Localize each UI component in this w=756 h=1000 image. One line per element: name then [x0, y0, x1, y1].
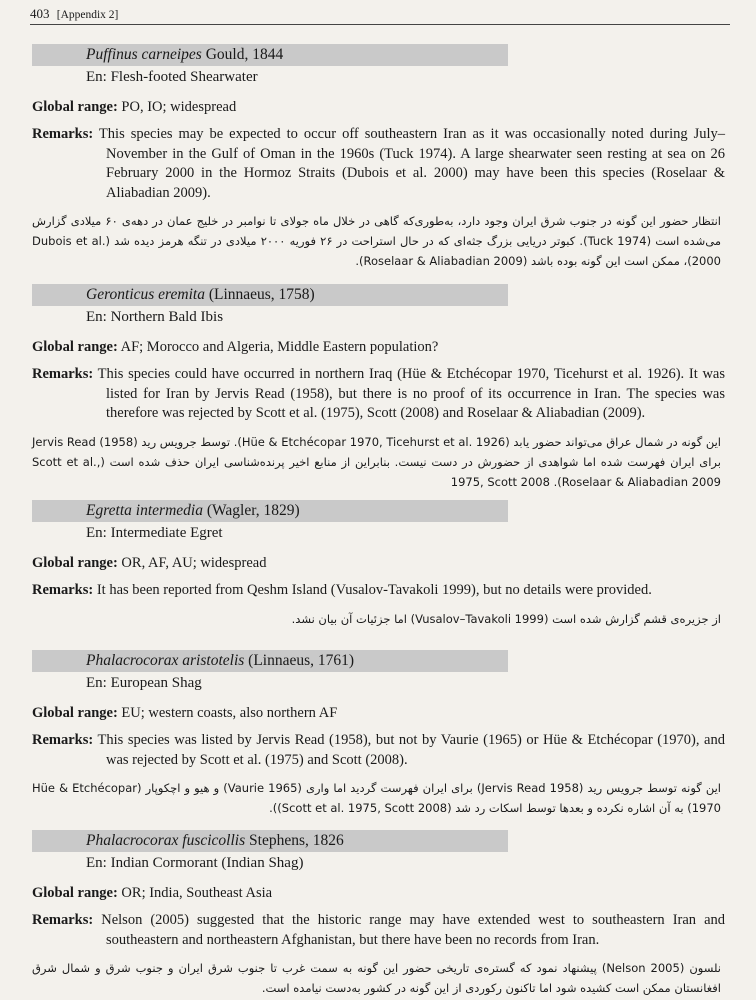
persian-remarks: انتظار حضور این گونه در جنوب شرق ایران وجود دارد، به‌طوری‌که گاهی در خلال ماه جولای تا نوامبر در خلیج عمان در دهه‌ی ۶۰ میلادی گزارش می‌شده است (Tuck 1974). کبوتر دریایی بزرگ جثه‌ای که در حال استراحت در ۲۶ فوریه ۲۰۰۰ میلادی در تنگه هرمز دیده شد (Dubois et al. 2000)، ممکن است این گونه بوده باشد (Roselaar & Aliabadian 2009).	[32, 214, 721, 268]
english-name: En: Indian Cormorant (Indian Shag)	[86, 855, 304, 871]
species-title-bar	[32, 830, 508, 852]
global-range	[32, 98, 725, 117]
species-entry	[32, 500, 725, 629]
remarks	[32, 125, 725, 203]
species-entry	[32, 650, 725, 818]
global-range-value: AF; Morocco and Algeria, Middle Eastern population?	[117, 339, 439, 355]
species-title-bar	[32, 44, 508, 66]
author-citation: Stephens, 1826	[245, 832, 344, 849]
global-range-label: Global range:	[32, 705, 118, 721]
global-range	[32, 884, 725, 903]
persian-remarks: این گونه در شمال عراق می‌تواند حضور یابد (Hüe & Etchécopar 1970, Ticehurst et al. 1926). توسط جرویس رید (Jervis Read (1958 برای ایران فهرست شده اما شواهدی از حضورش در دست نیست. بنابراین از منابع اخیر پرنده‌شناسی ایران حذف شده است (,Scott et al. 1975, Scott 2008 .(Roselaar & Aliabadian 2009	[32, 434, 721, 489]
global-range-value: OR, AF, AU; widespread	[117, 555, 267, 571]
remarks-label: Remarks:	[32, 126, 94, 142]
remarks-label: Remarks:	[32, 582, 94, 598]
remarks-label: Remarks:	[32, 366, 94, 382]
remarks	[32, 731, 725, 770]
page-number: 403	[30, 6, 50, 21]
remarks-text: This species may be expected to occur off southeastern Iran as it was occasionally noted during July–November in the Gulf of Oman in the 1960s (Tuck 1974). A large shearwater seen resting at sea on 26 February 2000 in the Hormoz Straits (Dubois et al. 2000) may have been this species (Roselaar & Aliabadian 2009).	[93, 126, 725, 201]
scientific-name: Phalacrocorax fuscicollis	[86, 832, 246, 849]
global-range-label: Global range:	[32, 339, 118, 355]
author-citation: (Linnaeus, 1758)	[204, 286, 315, 303]
persian-remarks: از جزیره‌ی قشم گزارش شده است (Vusalov–Tavakoli 1999) اما جزئیات آن بیان نشد.	[291, 611, 721, 626]
scientific-name: Puffinus carneipes	[86, 46, 202, 63]
english-name: En: Northern Bald Ibis	[86, 309, 224, 325]
global-range-value: PO, IO; widespread	[117, 99, 237, 115]
author-citation: Gould, 1844	[201, 46, 284, 63]
remarks	[32, 581, 725, 601]
global-range	[32, 554, 725, 573]
species-title-bar	[32, 284, 508, 306]
species-entry	[32, 44, 725, 271]
remarks-label: Remarks:	[32, 912, 94, 928]
global-range	[32, 704, 725, 723]
global-range-label: Global range:	[32, 555, 118, 571]
species-entry	[32, 284, 725, 492]
english-name: En: European Shag	[86, 675, 202, 691]
remarks-text: Nelson (2005) suggested that the historic range may have extended west to southeastern Iran and southeastern and northeastern Afghanistan, but there have been no records from Iran.	[93, 912, 725, 948]
global-range-label: Global range:	[32, 885, 118, 901]
scientific-name: Egretta intermedia	[86, 502, 203, 519]
remarks	[32, 911, 725, 950]
species-entry	[32, 830, 725, 998]
global-range	[32, 338, 725, 357]
scientific-name: Geronticus eremita	[86, 286, 205, 303]
author-citation: (Linnaeus, 1761)	[244, 652, 355, 669]
section-label: [Appendix 2]	[56, 9, 119, 21]
global-range-value: OR; India, Southeast Asia	[117, 885, 273, 901]
english-name: En: Flesh-footed Shearwater	[86, 69, 258, 85]
scientific-name: Phalacrocorax aristotelis	[86, 652, 245, 669]
english-name: En: Intermediate Egret	[86, 525, 223, 541]
running-header	[30, 6, 730, 25]
global-range-label: Global range:	[32, 99, 118, 115]
remarks-text: This species was listed by Jervis Read (1958), but not by Vaurie (1965) or Hüe & Etchécopar (1970), and was rejected by Scott et al. (1975) and Scott (2008).	[93, 732, 725, 768]
remarks-text: It has been reported from Qeshm Island (Vusalov-Tavakoli 1999), but no details were provided.	[93, 582, 652, 598]
species-title-bar	[32, 500, 508, 522]
remarks	[32, 365, 725, 424]
species-title-bar	[32, 650, 508, 672]
author-citation: (Wagler, 1829)	[202, 502, 300, 519]
persian-remarks: نلسون (Nelson 2005) پیشنهاد نمود که گستره‌ی تاریخی حضور این گونه به سمت غرب تا جنوب شرق ایران و جنوب شرق و شمال شرق افغانستان ممکن است کشیده شود اما تاکنون رکوردی از این گونه در کشور به‌دست نیامده است.	[32, 961, 721, 995]
global-range-value: EU; western coasts, also northern AF	[117, 705, 338, 721]
remarks-text: This species could have occurred in northern Iraq (Hüe & Etchécopar 1970, Ticehurst et al. 1926). It was listed for Iran by Jervis Read (1958), but there is no proof of its occurrence in Iran. The species was therefore was rejected by Scott et al. (1975), Scott (2008) and Roselaar & Aliabadian (2009).	[93, 366, 725, 421]
persian-remarks: این گونه توسط جرویس رید (Jervis Read 1958) برای ایران فهرست گردید اما واری (Vaurie 1965) و هیو و اچکوپار (Hüe & Etchécopar 1970) به آن اشاره نکرده و بعدها توسط اسکات رد شد (Scott et al. 1975, Scott 2008)).	[32, 781, 721, 815]
remarks-label: Remarks:	[32, 732, 94, 748]
